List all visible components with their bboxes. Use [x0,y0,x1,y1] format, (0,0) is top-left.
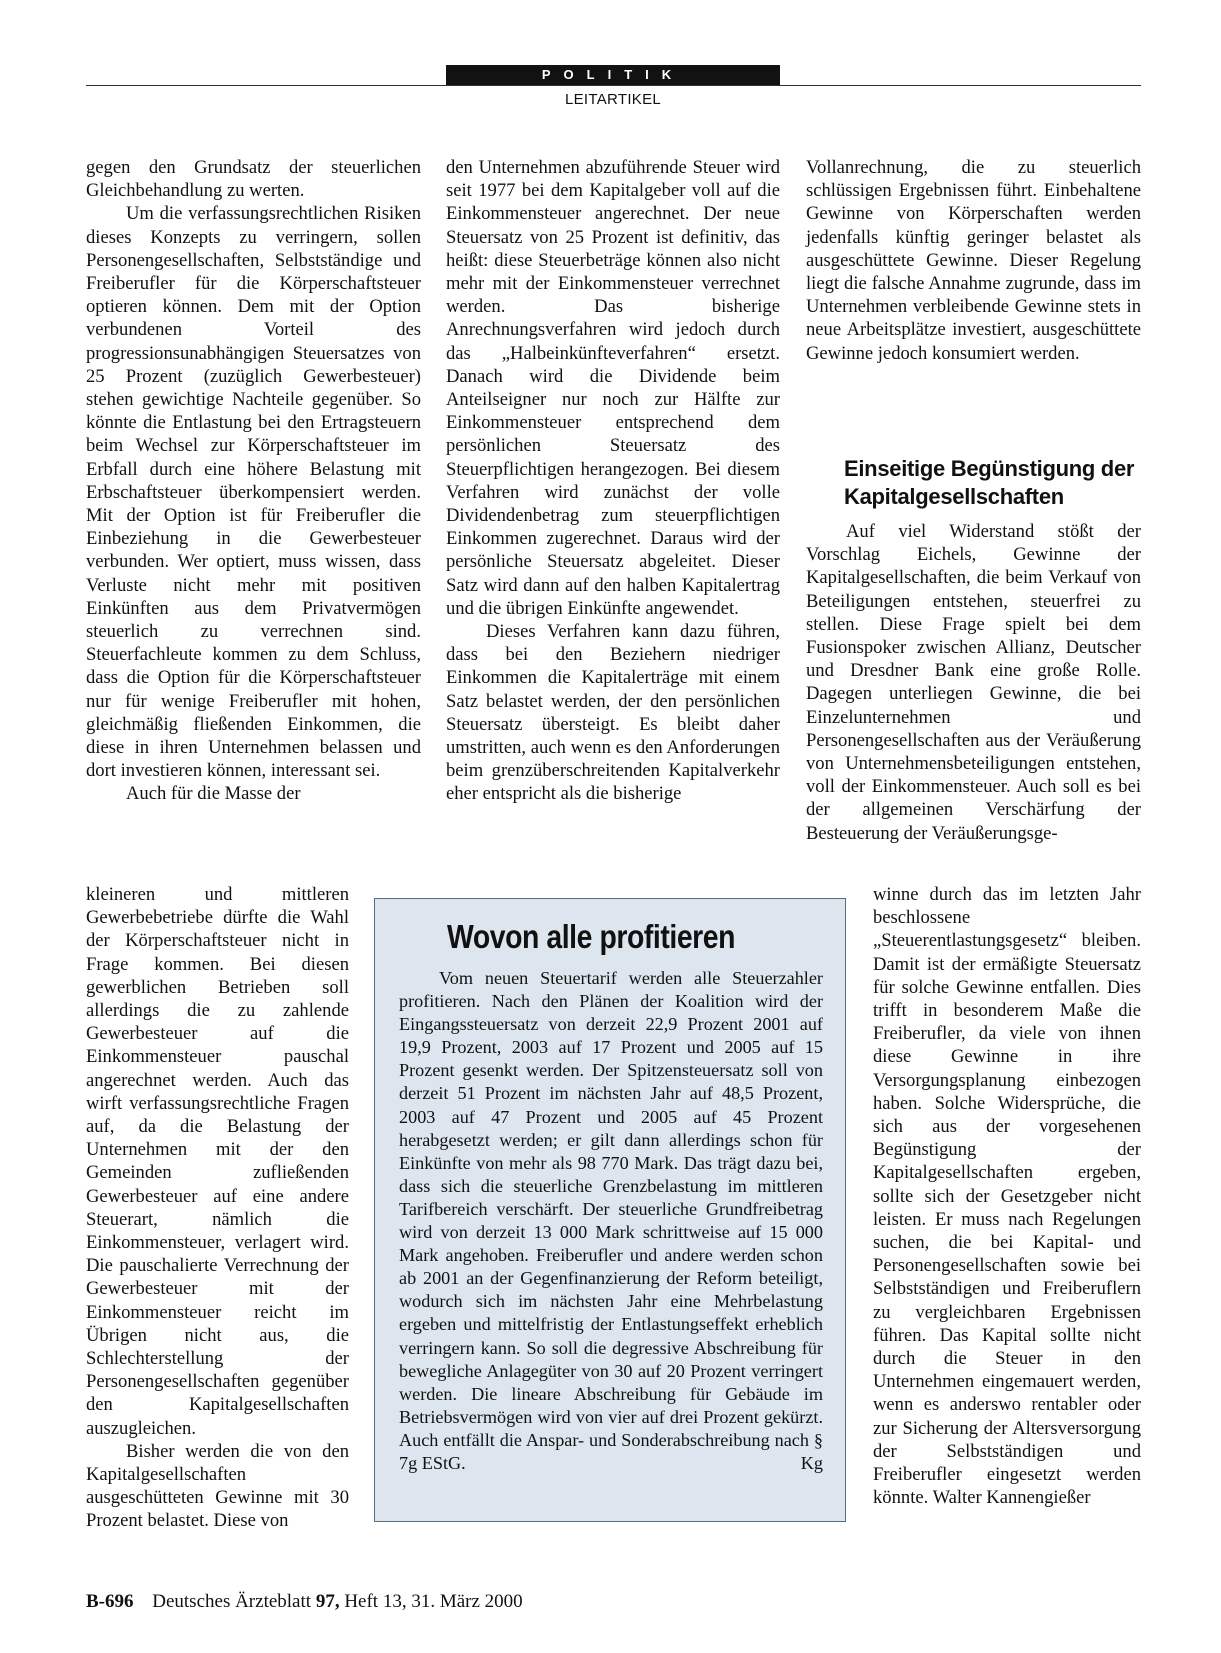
subheading: Einseitige Begünstigung der Kapitalgesellschaften [844,456,1135,509]
article-column-1 [86,156,421,806]
journal-volume: 97, [315,1591,340,1612]
paragraph: gegen den Grundsatz der steuerlichen Gleichbehandlung zu werten. [86,157,421,202]
page-number: B-696 [86,1591,134,1612]
subsection-label: LEITARTIKEL [564,91,662,108]
info-box [374,898,846,1522]
paragraph: Vollanrechnung, die zu steuerlich schlüssigen Ergebnissen führt. Einbehaltene Gewinne von Körperschaften werden jedenfalls künftig geringer belastet als ausgeschüttete Gewinne. Dieser Regelung liegt die falsche Annahme zugrunde, dass im Unternehmen verbleibende Gewinne stets in neue Arbeitsplätze investiert, ausgeschüttete Gewinne jedoch konsumiert werden. [806,157,1141,364]
paragraph: Dieses Verfahren kann dazu führen, dass bei den Beziehern niedriger Einkommen die Kapitalerträge mit einem Satz belastet werden, der den persönlichen Steuersatz übersteigt. Es bleibt daher umstritten, auch wenn es den Anforderungen beim grenzüberschreitenden Kapitalverkehr eher entspricht als die bisherige [446,621,780,805]
article-column-3 [806,156,1141,365]
article-column-1-narrow [86,883,349,1533]
paragraph: winne durch das im letzten Jahr beschlossene „Steuerentlastungsgesetz“ bleiben. Damit ist der ermäßigte Steuersatz für solche Gewinne entfallen. Dies trifft in besonderem Maße die Freiberufler, da viele von ihnen diese Gewinne in ihre Versorgungsplanung einbezogen haben. Solche Widersprüche, die sich aus der vorgesehenen Begünstigung der Kapitalgesellschaften ergeben, sollte sich der Gesetzgeber nicht leisten. Er muss nach Regelungen suchen, die bei Kapital- und Personengesellschaften sowie bei Selbstständigen und Freiberuflern zu vergleichbaren Ergebnissen führen. Das Kapital sollte nicht durch die Steuer in den Unternehmen eingemauert werden, wenn es anderswo rentabler oder zur Sicherung der Altersversorgung der Selbstständigen und Freiberufler eingesetzt werden könnte. Walter Kannengießer [873,884,1141,1509]
journal-name: Deutsches Ärzteblatt [152,1591,312,1612]
info-box-title: Wovon alle profitieren [447,918,736,955]
journal-issue: Heft 13, 31. März 2000 [344,1591,523,1612]
article-column-3-narrow [873,883,1141,1509]
info-box-text: Vom neuen Steuertarif werden alle Steuerzahler profitieren. Nach den Plänen der Koalition wird der Eingangssteuersatz von derzeit 22,9 Prozent 2001 auf 19,9 Prozent, 2003 auf 17 Prozent und 2005 auf 15 Prozent gesenkt werden. Der Spitzensteuersatz soll von derzeit 51 Prozent im nächsten Jahr auf 48,5 Prozent, 2003 auf 47 Prozent und 2005 auf 45 Prozent herabgesetzt werden; er gilt dann allerdings schon für Einkünfte von mehr als 98 770 Mark. Das trägt dazu bei, dass sich die steuerliche Grenzbelastung im mittleren Tarifbereich verschärft. Der steuerliche Grundfreibetrag wird von derzeit 13 000 Mark schrittweise auf 15 000 Mark angehoben. Freiberufler und andere werden schon ab 2001 an der Gegenfinanzierung der Reform beteiligt, wodurch sich im nächsten Jahr eine Mehrbelastung ergeben und mittelfristig der Entlastungseffekt erheblich verringern kann. So soll die degressive Abschreibung für bewegliche Anlagegüter von 30 auf 20 Prozent verringert werden. Die lineare Abschreibung für Gebäude im Betriebsvermögen wird von vier auf drei Prozent gekürzt. Auch entfällt die Anspar- und Sonderabschreibung nach § 7g EStG. [399,968,823,1473]
info-box-body [399,967,823,1475]
article-column-2 [446,156,780,806]
paragraph: Um die verfassungsrechtlichen Risiken dieses Konzepts zu verringern, sollen Personengesellschaften, Selbstständige und Freiberufler für die Körperschaftsteuer optieren können. Dem mit der Option verbundenen Vorteil des progressionsunabhängigen Steuersatzes von 25 Prozent (zuzüglich Gewerbesteuer) stehen gewichtige Nachteile gegenüber. So könnte die Entlastung bei den Ertragsteuern beim Wechsel zur Körperschaftsteuer im Erbfall durch eine höhere Belastung mit Erbschaftsteuer überkompensiert werden. Mit der Option ist für Freiberufler die Einbeziehung in die Gewerbesteuer verbunden. Wer optiert, muss wissen, dass Verluste nicht mehr mit positiven Einkünften aus dem Privatvermögen steuerlich zu verrechnen sind. Steuerfachleute kommen zu dem Schluss, dass die Option für die Körperschaftsteuer nur für wenige Freiberufler mit hohen, gleichmäßig fließenden Einkommen, die diese in ihren Unternehmen belassen und dort investieren können, interessant sei. [86,203,421,782]
paragraph: Auf viel Widerstand stößt der Vorschlag Eichels, Gewinne der Kapitalgesellschaften, die beim Verkauf von Beteiligungen entstehen, steuerfrei zu stellen. Diese Frage spielt bei dem Fusionspoker zwischen Allianz, Deutscher und Dresdner Bank eine große Rolle. Dagegen unterliegen Gewinne, die bei Einzelunternehmen und Personengesellschaften aus der Veräußerung von Unternehmensbeteiligungen entstehen, voll der Einkommensteuer. Auch soll es bei der allgemeinen Verschärfung der Besteuerung der Veräußerungsge- [806,521,1141,844]
section-label: POLITIK [446,65,780,85]
paragraph: kleineren und mittleren Gewerbebetriebe dürfte die Wahl der Körperschaftsteuer nicht in Frage kommen. Bei diesen gewerblichen Betrieben soll allerdings die zu zahlende Gewerbesteuer auf die Einkommensteuer pauschal angerechnet werden. Auch das wirft verfassungsrechtliche Fragen auf, da die Belastung der Unternehmen mit der den Gemeinden zufließenden Gewerbesteuer auf eine andere Steuerart, nämlich die Einkommensteuer, verlagert wird. Die pauschalierte Verrechnung der Gewerbesteuer mit der Einkommensteuer reicht im Übrigen nicht aus, die Schlechterstellung der Personengesellschaften gegenüber den Kapitalgesellschaften auszugleichen. [86,884,349,1439]
page-footer [86,1590,523,1614]
paragraph: Bisher werden die von den Kapitalgesellschaften ausgeschütteten Gewinne mit 30 Prozent belastet. Diese von [86,1440,349,1532]
info-box-signature: Kg [800,1452,823,1473]
paragraph: den Unternehmen abzuführende Steuer wird seit 1977 bei dem Kapitalgeber voll auf die Einkommensteuer angerechnet. Der neue Steuersatz von 25 Prozent ist definitiv, das heißt: diese Steuerbeträge können also nicht mehr mit der Einkommensteuer verrechnet werden. Das bisherige Anrechnungsverfahren wird jedoch durch das „Halbeinkünfteverfahren“ ersetzt. Danach wird die Dividende beim Anteilseigner nur noch zur Hälfte zur Einkommensteuer entsprechend dem persönlichen Steuersatz des Steuerpflichtigen herangezogen. Bei diesem Verfahren wird zunächst der volle Dividendenbetrag zum steuerpflichtigen Einkommen zugerechnet. Daraus wird der persönliche Steuersatz abgeleitet. Dieser Satz wird dann auf den halben Kapitalertrag und die übrigen Einkünfte angewendet. [446,157,780,619]
paragraph: Auch für die Masse der [126,783,301,805]
article-column-3-mid [806,520,1141,845]
header-rule [86,85,1141,86]
